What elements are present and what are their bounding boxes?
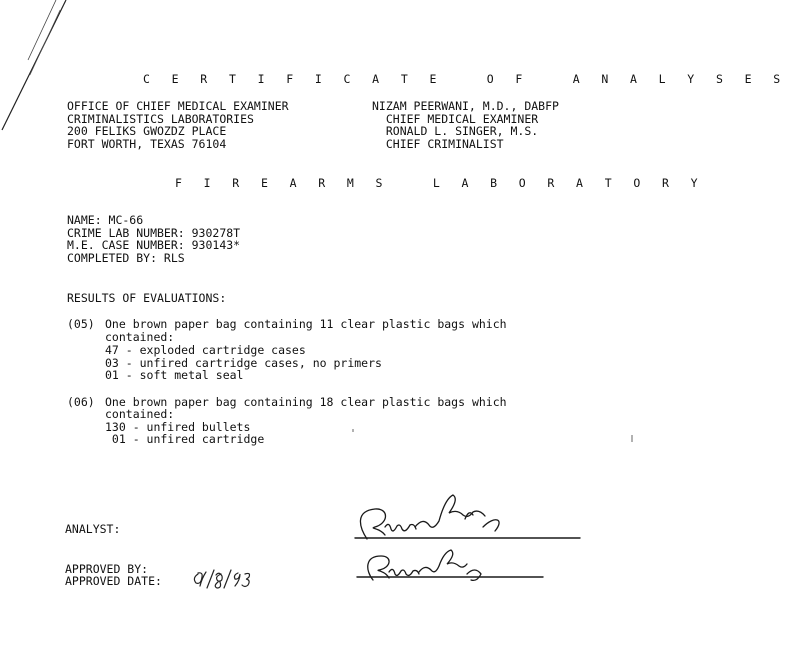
certificate-title: C E R T I F I C A T E O F A N A L Y S E S [143, 72, 788, 86]
office-department: CRIMINALISTICS LABORATORIES [67, 112, 254, 126]
chief-medical-examiner-title: CHIEF MEDICAL EXAMINER [372, 112, 539, 126]
chief-criminalist-name: RONALD L. SINGER, M.S. [372, 124, 539, 138]
lab-title: F I R E A R M S L A B O R A T O R Y [175, 176, 705, 190]
approved-by-label: APPROVED BY: [65, 562, 149, 576]
item-number: (06) [67, 395, 95, 409]
approver-signature [355, 550, 555, 586]
item-description: One brown paper bag containing 11 clear plastic bags which [105, 317, 507, 331]
item-content-line: 03 - unfired cartridge cases, no primers [105, 356, 382, 370]
item-content-line: 01 - unfired cartridge [105, 432, 265, 446]
case-name: NAME: MC-66 [67, 213, 144, 227]
item-content-line: 130 - unfired bullets [105, 420, 251, 434]
office-street: 200 FELIKS GWOZDZ PLACE [67, 124, 227, 138]
item-description: One brown paper bag containing 18 clear plastic bags which [105, 395, 507, 409]
item-content-line: 47 - exploded cartridge cases [105, 343, 306, 357]
crime-lab-number: CRIME LAB NUMBER: 930278T [67, 226, 241, 240]
office-city: FORT WORTH, TEXAS 76104 [67, 137, 227, 151]
item-contained-label: contained: [105, 330, 175, 344]
analyst-signature [345, 497, 585, 547]
results-heading: RESULTS OF EVALUATIONS: [67, 291, 227, 305]
handwritten-approved-date [190, 566, 260, 594]
approved-date-label: APPROVED DATE: [65, 574, 162, 588]
item-contained-label: contained: [105, 407, 175, 421]
chief-medical-examiner-name: NIZAM PEERWANI, M.D., DABFP [372, 99, 559, 113]
me-case-number: M.E. CASE NUMBER: 930143* [67, 238, 241, 252]
chief-criminalist-title: CHIEF CRIMINALIST [372, 137, 504, 151]
office-name: OFFICE OF CHIEF MEDICAL EXAMINER [67, 99, 289, 113]
item-number: (05) [67, 317, 95, 331]
completed-by: COMPLETED BY: RLS [67, 251, 185, 265]
analyst-label: ANALYST: [65, 522, 121, 536]
item-content-line: 01 - soft metal seal [105, 368, 244, 382]
